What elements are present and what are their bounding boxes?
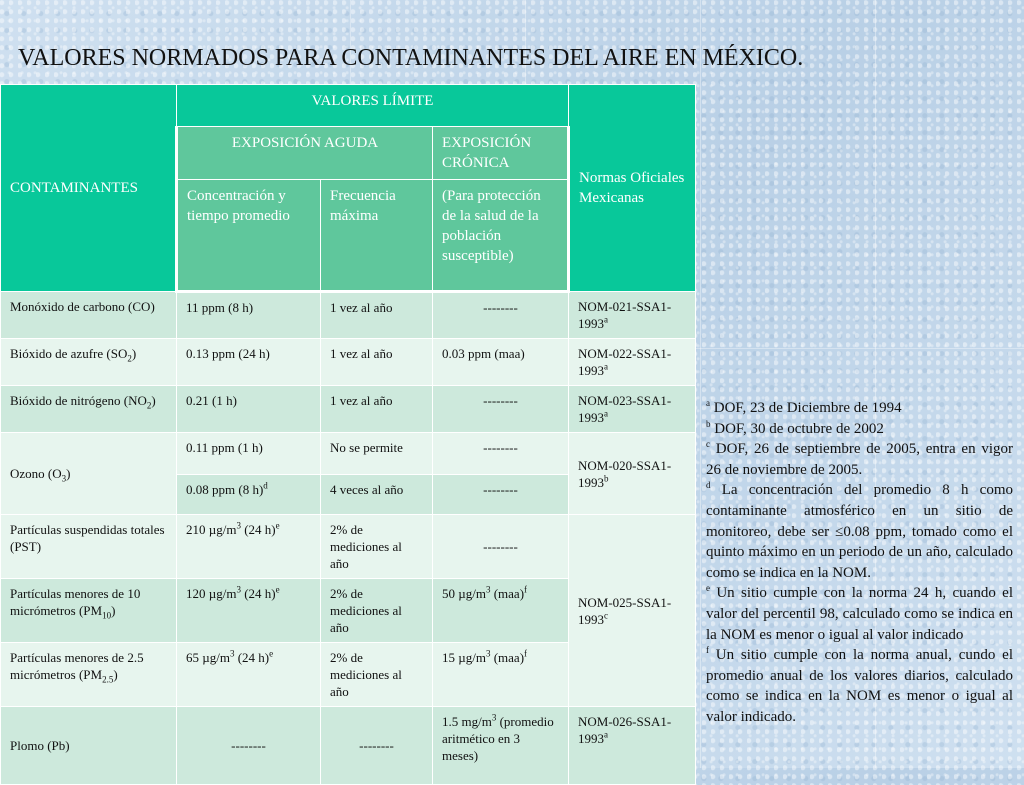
acute-frequency: 2% de mediciones al año <box>321 515 433 579</box>
table-row <box>1 292 696 339</box>
norm-cell <box>569 515 696 707</box>
page-title: VALORES NORMADOS PARA CONTAMINANTES DEL AIRE EN MÉXICO. <box>18 45 804 71</box>
chronic-value: -------- <box>433 475 569 515</box>
norm-cell <box>569 292 696 339</box>
acute-concentration: 120 $\mu g/m^3$ (24 h)$^e$ <box>177 579 321 643</box>
acute-frequency: -------- <box>321 707 433 785</box>
pollutant-name: Partículas suspendidas totales (PST) <box>1 515 177 579</box>
acute-concentration: 0.21 (1 h) <box>177 386 321 433</box>
footnote-ref: a <box>604 314 608 325</box>
footnotes <box>706 398 1013 728</box>
table-row <box>1 515 696 579</box>
chronic-value: 1.5 $mg/m^3$ (promedio aritmético en 3 meses) <box>433 707 569 785</box>
table-row <box>1 433 696 475</box>
norm-cell <box>569 339 696 386</box>
norm-code: NOM-022-SSA1-1993 <box>578 346 672 378</box>
pollutant-name: Ozono $(O_3)$ <box>1 433 177 515</box>
table-row <box>1 386 696 433</box>
footnote-a: $^a$ DOF, 23 de Diciembre de 1994 <box>706 398 902 416</box>
header-exposicion-cronica: EXPOSICIÓN CRÓNICA <box>433 127 569 180</box>
norm-cell <box>569 707 696 785</box>
header-concentracion: Concentración y tiempo promedio <box>177 180 321 292</box>
norm-code: NOM-020-SSA1-1993 <box>578 457 672 490</box>
acute-concentration: 0.08 ppm (8 h)$^d$ <box>177 475 321 515</box>
acute-frequency: 1 vez al año <box>321 386 433 433</box>
acute-concentration: -------- <box>177 707 321 785</box>
header-proteccion: (Para protección de la salud de la población susceptible) <box>433 180 569 292</box>
chronic-value: 15 $\mu g/m^3$ (maa)$^f$ <box>433 643 569 707</box>
pollutant-standards-table <box>0 84 696 785</box>
chronic-value: 0.03 ppm (maa) <box>433 339 569 386</box>
footnote-b: $^b$ DOF, 30 de octubre de 2002 <box>706 418 884 437</box>
header-frecuencia: Frecuencia máxima <box>321 180 433 292</box>
chronic-value: -------- <box>433 433 569 475</box>
acute-frequency: No se permite <box>321 433 433 475</box>
header-exposicion-aguda: EXPOSICIÓN AGUDA <box>177 127 433 180</box>
acute-concentration: 0.13 ppm (24 h) <box>177 339 321 386</box>
acute-concentration: 11 ppm (8 h) <box>177 292 321 339</box>
footnote-e: $^e$ Un sitio cumple con la norma 24 h, cuando el valor del percentil 98, calculado como se indica en la NOM es menor o igual al valor indicado <box>706 583 1013 643</box>
footnote-ref: c <box>604 610 608 621</box>
acute-frequency: 1 vez al año <box>321 339 433 386</box>
footnote-ref: a <box>604 408 608 419</box>
norm-code: NOM-025-SSA1-1993 <box>578 594 672 627</box>
table-row <box>1 339 696 386</box>
norm-cell <box>569 433 696 515</box>
footnote-d: $^d$ La concentración del promedio 8 h como contaminante atmosférico en un sitio de monitoreo, debe ser ≤0.08 ppm, tomado como el quinto máximo en un periodo de un año, calculado como se indica en la NOM. <box>706 480 1013 581</box>
chronic-value: -------- <box>433 386 569 433</box>
pollutant-name: Bióxido de nitrógeno $(NO_2)$ <box>1 386 177 433</box>
footnote-f: $^f$ Un sitio cumple con la norma anual, cundo el promedio anual de los valores diarios, calculado como se indica en la NOM es menor o igual al valor indicado. <box>706 645 1013 725</box>
footnote-ref: b <box>604 473 609 484</box>
table-row <box>1 707 696 785</box>
footnote-ref: a <box>604 729 608 740</box>
norm-code: NOM-023-SSA1-1993 <box>578 393 672 425</box>
header-normas: Normas Oficiales Mexicanas <box>569 85 696 292</box>
pollutant-name: Partículas menores de 2.5 micrómetros $(PM_{2.5})$ <box>1 643 177 707</box>
pollutant-name: Monóxido de carbono (CO) <box>1 292 177 339</box>
header-contaminantes: CONTAMINANTES <box>1 85 177 292</box>
pollutant-name: Bióxido de azufre $(SO_2)$ <box>1 339 177 386</box>
norm-code: NOM-021-SSA1-1993 <box>578 299 672 331</box>
norm-code: NOM-026-SSA1-1993 <box>578 714 672 746</box>
pollutant-name: Plomo (Pb) <box>1 707 177 785</box>
acute-frequency: 1 vez al año <box>321 292 433 339</box>
footnote-ref: a <box>604 361 608 372</box>
acute-concentration: 65 $\mu g/m^3$ (24 h)$^e$ <box>177 643 321 707</box>
acute-concentration: 0.11 ppm (1 h) <box>177 433 321 475</box>
acute-concentration: 210 $\mu g/m^3$ (24 h)$^e$ <box>177 515 321 579</box>
acute-frequency: 2% de mediciones al año <box>321 579 433 643</box>
acute-frequency: 4 veces al año <box>321 475 433 515</box>
footnote-c: $^c$ DOF, 26 de septiembre de 2005, entra en vigor 26 de noviembre de 2005. <box>706 439 1013 478</box>
chronic-value: 50 $\mu g/m^3$ (maa)$^f$ <box>433 579 569 643</box>
header-valores-limite: VALORES LÍMITE <box>177 85 569 127</box>
chronic-value: -------- <box>433 292 569 339</box>
pollutant-name: Partículas menores de 10 micrómetros $(PM_{10})$ <box>1 579 177 643</box>
acute-frequency: 2% de mediciones al año <box>321 643 433 707</box>
norm-cell <box>569 386 696 433</box>
chronic-value: -------- <box>433 515 569 579</box>
